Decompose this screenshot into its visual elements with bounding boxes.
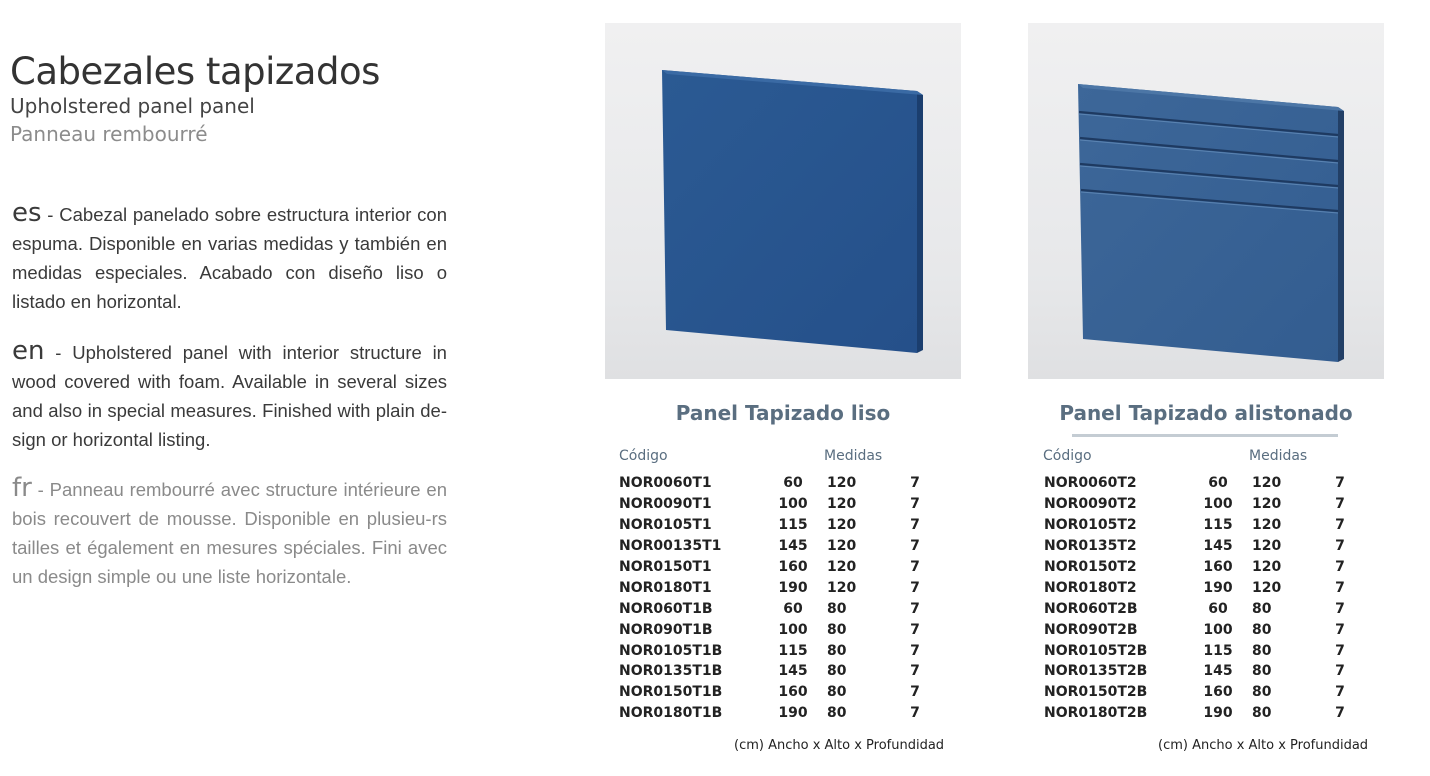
- product-code: NOR0150T2B: [1044, 684, 1148, 701]
- spec-table-striped: [1044, 473, 1352, 724]
- product-code: NOR0180T2: [1044, 579, 1137, 596]
- height-cm: 80: [827, 705, 847, 722]
- width-cm: 190: [778, 705, 808, 722]
- width-cm: 60: [783, 475, 803, 492]
- product-code: NOR090T2B: [1044, 621, 1138, 638]
- width-cm: 160: [778, 684, 808, 701]
- height-cm: 80: [1252, 705, 1272, 722]
- lang-code-fr: fr: [12, 473, 32, 503]
- height-cm: 80: [827, 600, 847, 617]
- plain-headboard-image: [605, 23, 961, 379]
- width-cm: 160: [1203, 559, 1233, 575]
- table-row: [619, 640, 927, 661]
- depth-cm: 7: [1335, 538, 1345, 555]
- width-cm: 115: [1203, 642, 1233, 659]
- height-cm: 120: [827, 579, 857, 596]
- depth-cm: 7: [910, 705, 920, 722]
- product-code: NOR0135T2: [1044, 538, 1137, 555]
- table-row: [1044, 661, 1352, 682]
- depth-cm: 7: [1335, 684, 1345, 701]
- height-cm: 120: [1252, 517, 1282, 534]
- striped-headboard-image: [1028, 23, 1384, 379]
- column-header-code: Código: [619, 448, 668, 464]
- height-cm: 80: [1252, 621, 1272, 638]
- product-code: NOR0105T1: [619, 517, 712, 534]
- height-cm: 120: [827, 496, 857, 513]
- product-code: NOR0135T2B: [1044, 663, 1148, 680]
- units-note: (cm) Ancho x Alto x Profundidad: [734, 738, 945, 753]
- depth-cm: 7: [1335, 600, 1345, 617]
- product-code: NOR0105T2B: [1044, 642, 1148, 659]
- depth-cm: 7: [910, 496, 920, 513]
- table-row: [619, 703, 927, 724]
- depth-cm: 7: [1335, 705, 1345, 722]
- product-code: NOR0135T1B: [619, 663, 723, 680]
- width-cm: 145: [778, 663, 808, 680]
- table-row: [1044, 515, 1352, 536]
- depth-cm: 7: [910, 538, 920, 555]
- table-row: [619, 661, 927, 682]
- lang-code-es: es: [12, 198, 42, 228]
- column-header-measures: Medidas: [1249, 448, 1308, 464]
- product-code: NOR0150T1B: [619, 684, 723, 701]
- table-row: [619, 577, 927, 598]
- depth-cm: 7: [1335, 496, 1345, 513]
- table-row: [1044, 598, 1352, 619]
- height-cm: 120: [827, 559, 857, 575]
- table-row: [1044, 494, 1352, 515]
- depth-cm: 7: [1335, 663, 1345, 680]
- table-row: [619, 536, 927, 557]
- table-row: [1044, 640, 1352, 661]
- width-cm: 115: [1203, 517, 1233, 534]
- depth-cm: 7: [910, 517, 920, 534]
- depth-cm: 7: [910, 642, 920, 659]
- height-cm: 80: [1252, 663, 1272, 680]
- depth-cm: 7: [910, 621, 920, 638]
- width-cm: 145: [778, 538, 808, 555]
- product-code: NOR0090T2: [1044, 496, 1137, 513]
- height-cm: 80: [1252, 642, 1272, 659]
- height-cm: 80: [827, 684, 847, 701]
- table-row: [619, 557, 927, 578]
- product-code: NOR0105T1B: [619, 642, 723, 659]
- height-cm: 80: [827, 642, 847, 659]
- product-code: NOR0060T2: [1044, 475, 1137, 492]
- height-cm: 80: [827, 621, 847, 638]
- table-row: [619, 494, 927, 515]
- table-row: [1044, 703, 1352, 724]
- depth-cm: 7: [910, 684, 920, 701]
- width-cm: 100: [1203, 496, 1233, 513]
- column-header-measures: Medidas: [824, 448, 883, 464]
- table-row: [619, 473, 927, 494]
- product-code: NOR0150T1: [619, 559, 712, 575]
- product-code: NOR060T2B: [1044, 600, 1138, 617]
- height-cm: 80: [1252, 684, 1272, 701]
- width-cm: 100: [778, 496, 808, 513]
- column-header-code: Código: [1043, 448, 1092, 464]
- depth-cm: 7: [1335, 559, 1345, 575]
- width-cm: 160: [1203, 684, 1233, 701]
- depth-cm: 7: [1335, 579, 1345, 596]
- product-code: NOR060T1B: [619, 600, 713, 617]
- height-cm: 120: [1252, 496, 1282, 513]
- depth-cm: 7: [910, 475, 920, 492]
- subtitle-english: Upholstered panel panel: [10, 94, 255, 118]
- description-text-fr: Panneau rembourré avec structure intérieure en bois recouvert de mousse. Disponible en plusieu-rs tailles et également en mesures spéciales. Fini avec un design simple ou une liste horizontale.: [12, 479, 447, 587]
- table-row: [1044, 473, 1352, 494]
- width-cm: 190: [1203, 579, 1233, 596]
- height-cm: 120: [1252, 559, 1282, 575]
- product-code: NOR0180T1B: [619, 705, 723, 722]
- width-cm: 190: [1203, 705, 1233, 722]
- height-cm: 120: [1252, 475, 1282, 492]
- height-cm: 80: [827, 663, 847, 680]
- width-cm: 60: [1208, 475, 1228, 492]
- depth-cm: 7: [1335, 517, 1345, 534]
- height-cm: 80: [1252, 600, 1272, 617]
- product-code: NOR0060T1: [619, 475, 712, 492]
- product-code: NOR0150T2: [1044, 559, 1137, 575]
- title-underline: [1072, 434, 1338, 437]
- lang-code-en: en: [12, 336, 45, 366]
- product-title-striped: Panel Tapizado alistonado: [1059, 401, 1353, 425]
- depth-cm: 7: [910, 663, 920, 680]
- description-english: en - Upholstered panel with interior structure in wood covered with foam. Available in several sizes and also in special measures. Finished with plain de-sign or horizontal listing.: [12, 336, 447, 450]
- table-row: [1044, 682, 1352, 703]
- product-code: NOR0180T1: [619, 579, 712, 596]
- table-row: [1044, 536, 1352, 557]
- spec-table-plain: [619, 473, 927, 724]
- subtitle-french: Panneau rembourré: [10, 122, 208, 146]
- units-note: (cm) Ancho x Alto x Profundidad: [1158, 738, 1369, 753]
- table-row: [619, 598, 927, 619]
- description-french: fr - Panneau rembourré avec structure intérieure en bois recouvert de mousse. Disponible en plusieu-rs tailles et également en mesures spéciales. Fini avec un design simple ou une liste horizontale.: [12, 473, 447, 587]
- description-text-es: Cabezal panelado sobre estructura interior con espuma. Disponible en varias medidas y también en medidas especiales. Acabado con diseño liso o listado en horizontal.: [12, 204, 447, 312]
- depth-cm: 7: [910, 559, 920, 575]
- width-cm: 190: [778, 579, 808, 596]
- description-text-en: Upholstered panel with interior structure in wood covered with foam. Available in several sizes and also in special measures. Finished with plain de-sign or horizontal listing.: [12, 342, 447, 450]
- product-code: NOR090T1B: [619, 621, 713, 638]
- width-cm: 145: [1203, 663, 1233, 680]
- width-cm: 145: [1203, 538, 1233, 555]
- height-cm: 120: [1252, 538, 1282, 555]
- width-cm: 115: [778, 517, 808, 534]
- page-title: Cabezales tapizados: [10, 50, 380, 93]
- description-spanish: es - Cabezal panelado sobre estructura interior con espuma. Disponible en varias medidas y también en medidas especiales. Acabado con diseño liso o listado en horizontal.: [12, 198, 447, 312]
- width-cm: 60: [783, 600, 803, 617]
- width-cm: 60: [1208, 600, 1228, 617]
- width-cm: 100: [778, 621, 808, 638]
- width-cm: 160: [778, 559, 808, 575]
- depth-cm: 7: [910, 600, 920, 617]
- height-cm: 120: [827, 517, 857, 534]
- table-row: [619, 619, 927, 640]
- product-code: NOR0105T2: [1044, 517, 1137, 534]
- depth-cm: 7: [1335, 475, 1345, 492]
- table-row: [1044, 577, 1352, 598]
- width-cm: 115: [778, 642, 808, 659]
- product-code: NOR00135T1: [619, 538, 722, 555]
- depth-cm: 7: [1335, 621, 1345, 638]
- table-row: [619, 515, 927, 536]
- table-row: [619, 682, 927, 703]
- width-cm: 100: [1203, 621, 1233, 638]
- table-row: [1044, 557, 1352, 578]
- product-code: NOR0090T1: [619, 496, 712, 513]
- height-cm: 120: [827, 475, 857, 492]
- depth-cm: 7: [1335, 642, 1345, 659]
- height-cm: 120: [1252, 579, 1282, 596]
- table-row: [1044, 619, 1352, 640]
- height-cm: 120: [827, 538, 857, 555]
- depth-cm: 7: [910, 579, 920, 596]
- product-title-plain: Panel Tapizado liso: [675, 401, 891, 425]
- product-code: NOR0180T2B: [1044, 705, 1148, 722]
